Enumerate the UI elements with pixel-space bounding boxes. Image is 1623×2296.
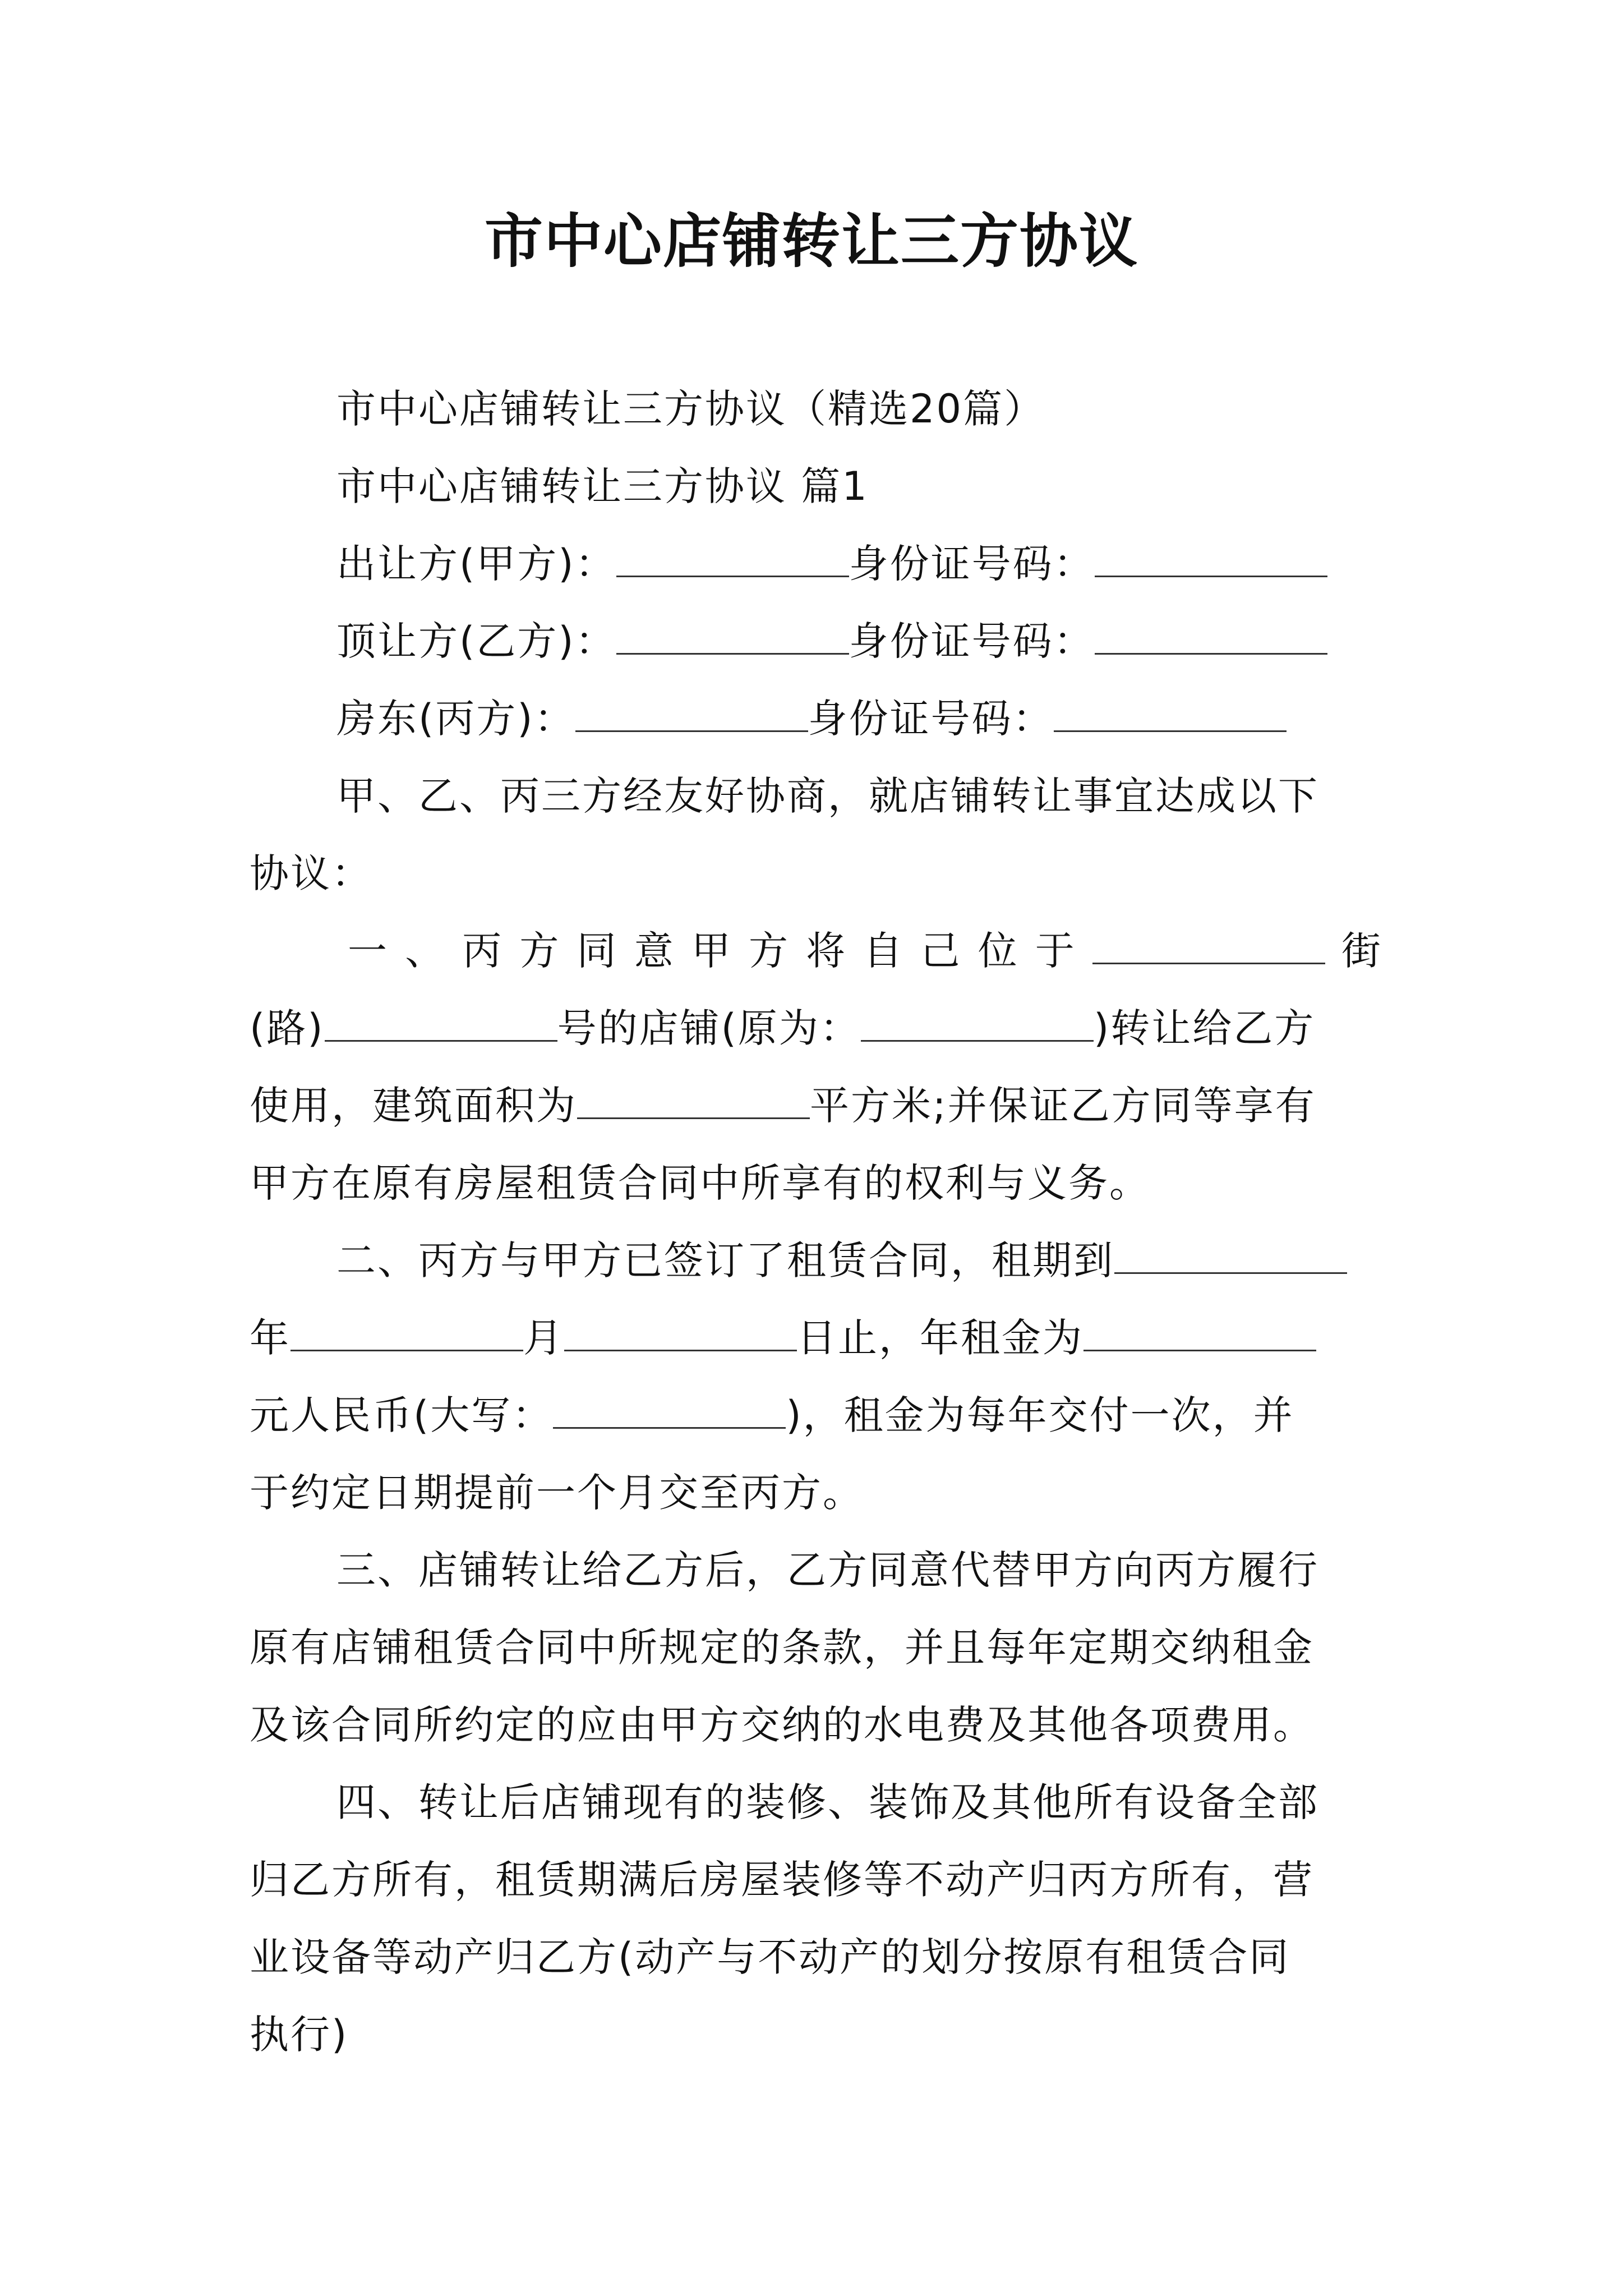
street-blank [1092, 929, 1325, 964]
transferee-name-blank [616, 619, 849, 655]
transferee-id-blank [1095, 619, 1327, 655]
original-use-blank [861, 1006, 1094, 1042]
rent-uppercase-blank [553, 1393, 786, 1429]
clause2-line-2 [250, 1299, 1382, 1377]
clause2-text-f: )，租金为每年交付一次，并 [786, 1392, 1294, 1438]
lease-month-blank [291, 1316, 523, 1351]
document-body [250, 370, 1382, 2073]
clause2-line-1 [250, 1222, 1382, 1299]
clause4-line-1: 四、转让后店铺现有的装修、装饰及其他所有设备全部 [336, 1779, 1319, 1825]
clause1-text-d: 号的店铺(原为： [557, 1005, 861, 1051]
clause3-line-1: 三、店铺转让给乙方后，乙方同意代替甲方向丙方履行 [336, 1547, 1319, 1593]
landlord-id-blank [1054, 697, 1287, 732]
clause2-text-d: 日止，年租金为 [797, 1315, 1083, 1361]
transferee-label: 顶让方(乙方)： [336, 618, 616, 664]
landlord-id-label: 身份证号码： [808, 696, 1054, 742]
clause3-line-3: 及该合同所约定的应由甲方交纳的水电费及其他各项费用。 [250, 1702, 1314, 1748]
clause4-line-4: 执行) [250, 2012, 349, 2058]
clause2-line-4: 于约定日期提前一个月交至丙方。 [250, 1470, 864, 1516]
clause1-text-a: 一、丙方同意甲方将自己位于 [348, 928, 1092, 974]
subtitle-line [250, 370, 1382, 448]
number-blank [325, 1006, 557, 1042]
annual-rent-blank [1083, 1316, 1316, 1351]
clause1-text-e: )转让给乙方 [1093, 1005, 1316, 1051]
intro-line-1: 甲、乙、丙三方经友好协商，就店铺转让事宜达成以下 [336, 773, 1319, 819]
area-blank [577, 1084, 810, 1119]
section-heading-line [250, 448, 1382, 525]
party-transferor-line [250, 525, 1382, 602]
clause3-line-2: 原有店铺租赁合同中所规定的条款，并且每年定期交纳租金 [250, 1625, 1314, 1671]
clause1-line-2 [250, 990, 1382, 1067]
clause1-line-4: 甲方在原有房屋租赁合同中所享有的权利与义务。 [250, 1160, 1150, 1206]
clause2-text-c: 月 [523, 1315, 564, 1361]
intro-line-2: 协议： [250, 850, 372, 896]
clause1-line-1 [250, 912, 1382, 990]
clause1-text-c: (路) [250, 1005, 325, 1051]
clause1-text-g: 平方米;并保证乙方同等享有 [810, 1083, 1316, 1129]
party-transferee-line [250, 602, 1382, 680]
transferor-id-blank [1095, 542, 1327, 577]
clause4-line-2: 归乙方所有，租赁期满后房屋装修等不动产归丙方所有，营 [250, 1857, 1314, 1903]
lease-year-blank [1114, 1239, 1347, 1274]
clause1-text-b: 街 [1325, 928, 1382, 974]
party-landlord-line [250, 680, 1382, 757]
section-heading: 市中心店铺转让三方协议 篇1 [336, 463, 869, 509]
transferor-label: 出让方(甲方)： [336, 541, 616, 587]
transferee-id-label: 身份证号码： [849, 618, 1095, 664]
transferor-id-label: 身份证号码： [849, 541, 1095, 587]
clause2-text-e: 元人民币(大写： [250, 1392, 554, 1438]
clause2-text-b: 年 [250, 1315, 291, 1361]
clause1-text-f: 使用，建筑面积为 [250, 1083, 577, 1129]
clause2-line-3 [250, 1377, 1382, 1454]
landlord-name-blank [575, 697, 808, 732]
transferor-name-blank [616, 542, 849, 577]
subtitle: 市中心店铺转让三方协议（精选20篇） [336, 386, 1045, 432]
clause1-line-3 [250, 1067, 1382, 1144]
document-title: 市中心店铺转让三方协议 [484, 206, 1138, 275]
clause4-line-3: 业设备等动产归乙方(动产与不动产的划分按原有租赁合同 [250, 1934, 1290, 1980]
lease-day-blank [564, 1316, 797, 1351]
clause2-text-a: 二、丙方与甲方已签订了租赁合同，租期到 [336, 1237, 1114, 1283]
landlord-label: 房东(丙方)： [336, 696, 575, 742]
